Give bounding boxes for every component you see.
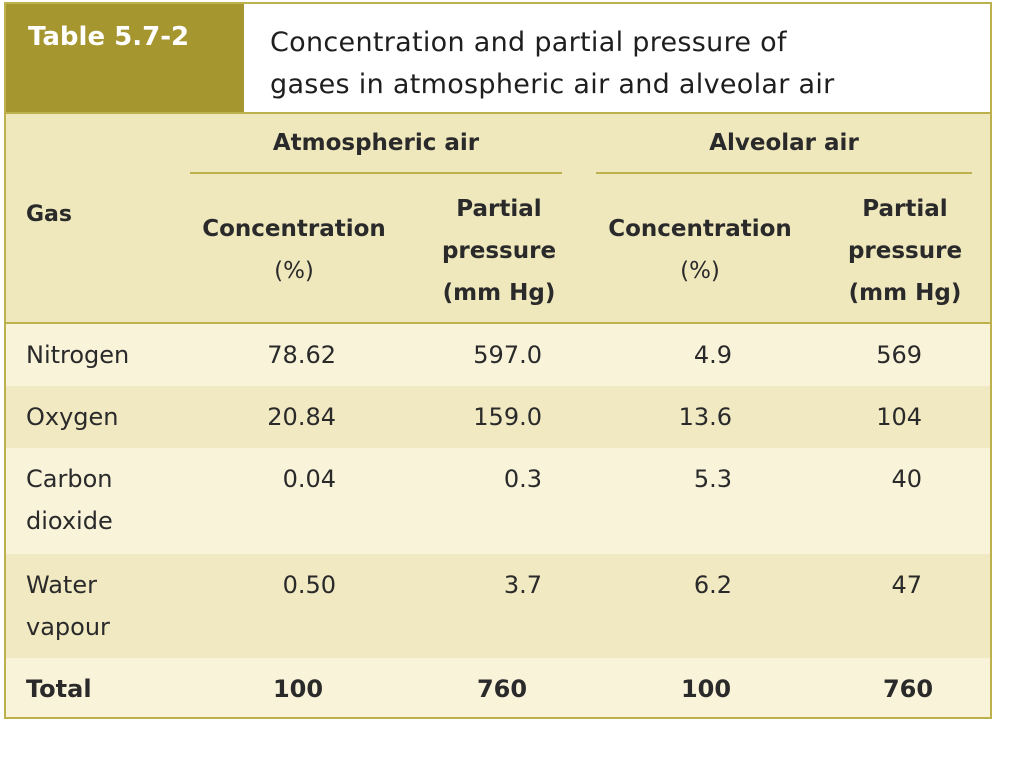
atm-concentration-value: 78.62 — [267, 341, 336, 369]
gas-name-line-2: dioxide — [26, 507, 113, 535]
header-gas: Gas — [26, 202, 72, 227]
header-atm-partial-pressure — [426, 188, 572, 314]
gas-name: Nitrogen — [26, 341, 130, 369]
table-row-nitrogen — [6, 324, 990, 386]
alv-partial-pressure-value: 104 — [876, 403, 922, 431]
header-atm-concentration — [188, 208, 400, 292]
gas-name — [26, 458, 176, 542]
alv-concentration-value: 6.2 — [693, 571, 732, 599]
gas-name: Oxygen — [26, 403, 119, 431]
header-atm-concentration-unit: (%) — [274, 258, 314, 284]
gas-name — [26, 564, 176, 648]
gas-name-line-1: Carbon — [26, 465, 113, 493]
atm-concentration-total: 100 — [272, 675, 324, 703]
alv-partial-pressure-total: 760 — [882, 675, 934, 703]
table-row-carbon-dioxide — [6, 448, 990, 554]
header-group-alveolar-rule — [596, 172, 972, 174]
table-row-water-vapour — [6, 554, 990, 658]
atm-partial-pressure-value: 3.7 — [503, 571, 542, 599]
header-group-atmospheric-rule — [190, 172, 562, 174]
header-group-atmospheric: Atmospheric air — [272, 130, 480, 156]
gas-name-line-1: Water — [26, 571, 97, 599]
header-atm-pp-line-3: (mm Hg) — [442, 280, 556, 306]
table-row-oxygen — [6, 386, 990, 448]
header-alv-partial-pressure — [832, 188, 978, 314]
table-caption — [270, 22, 970, 106]
table-number: Table 5.7-2 — [6, 4, 244, 112]
header-atm-concentration-label: Concentration — [202, 216, 386, 242]
header-alv-concentration — [594, 208, 806, 292]
alv-partial-pressure-value: 40 — [891, 465, 922, 493]
table-caption-line-1: Concentration and partial pressure of — [270, 27, 787, 58]
gas-name: Total — [26, 675, 92, 703]
table-title-band — [6, 4, 990, 114]
atm-partial-pressure-total: 760 — [476, 675, 528, 703]
atm-concentration-value: 20.84 — [267, 403, 336, 431]
header-alv-concentration-label: Concentration — [608, 216, 792, 242]
alv-concentration-value: 5.3 — [693, 465, 732, 493]
header-group-alveolar: Alveolar air — [709, 130, 859, 156]
header-alv-pp-line-1: Partial — [862, 196, 948, 222]
atm-partial-pressure-value: 0.3 — [503, 465, 542, 493]
header-alv-pp-line-3: (mm Hg) — [848, 280, 962, 306]
atm-concentration-value: 0.04 — [282, 465, 336, 493]
atm-concentration-value: 0.50 — [282, 571, 336, 599]
gas-table — [4, 2, 992, 719]
table-caption-line-2: gases in atmospheric air and alveolar air — [270, 69, 835, 100]
gas-name-line-2: vapour — [26, 613, 110, 641]
alv-partial-pressure-value: 569 — [876, 341, 922, 369]
header-alv-concentration-unit: (%) — [680, 258, 720, 284]
atm-partial-pressure-value: 159.0 — [473, 403, 542, 431]
header-atm-pp-line-1: Partial — [456, 196, 542, 222]
table-row-total — [6, 658, 990, 717]
atm-partial-pressure-value: 597.0 — [473, 341, 542, 369]
header-atm-pp-line-2: pressure — [441, 238, 557, 264]
alv-concentration-total: 100 — [680, 675, 732, 703]
alv-concentration-value: 13.6 — [678, 403, 732, 431]
table-header — [6, 114, 990, 324]
alv-concentration-value: 4.9 — [693, 341, 732, 369]
alv-partial-pressure-value: 47 — [891, 571, 922, 599]
header-alv-pp-line-2: pressure — [847, 238, 963, 264]
